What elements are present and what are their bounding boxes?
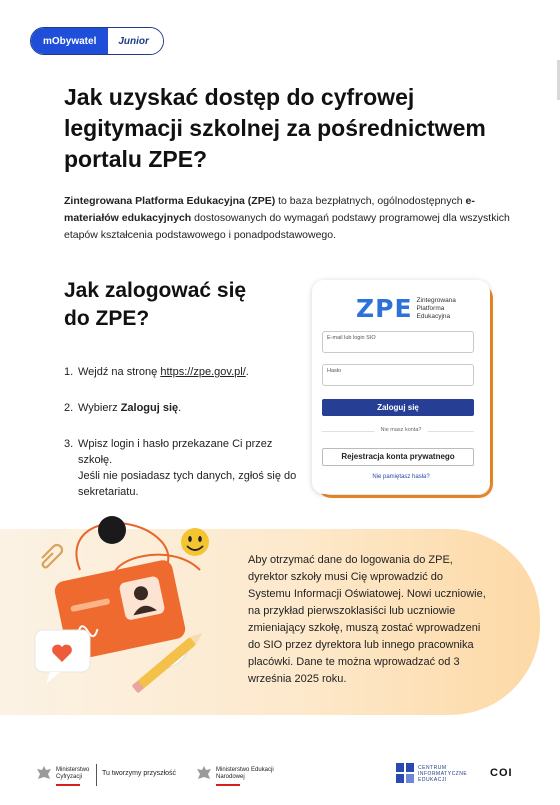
flag-stripe [216,784,240,786]
zpe-logo-letters: ZPE [356,294,413,323]
forgot-password-link[interactable]: Nie pamiętasz hasła? [372,474,430,480]
mobywatel-label: mObywatel [31,28,108,54]
page-title: Jak uzyskać dostęp do cyfrowej legitymacji szkolnej za pośrednictwem portalu ZPE? [64,84,486,172]
footer-slogan: Tu tworzymy przyszłość [102,770,177,777]
app-badge [30,27,164,55]
password-field[interactable] [322,364,474,386]
ball-icon [98,516,126,544]
zpe-link[interactable]: https://zpe.gov.pl/ [160,366,246,378]
no-account-label: Nie masz konta? [375,427,428,433]
step-2 [64,400,304,416]
paperclip-icon [42,545,62,567]
intro-bold-zpe: Zintegrowana Platforma Edukacyjna (ZPE) [64,195,276,207]
cie-text: CENTRUM INFORMATYCZNE EDUKACJI [418,765,468,783]
login-button[interactable]: Zaloguj się [322,399,474,416]
ministry-education: Ministerstwo Edukacji Narodowej [216,767,274,780]
password-label: Hasło [327,368,342,374]
footer-separator [96,764,97,786]
step-bold: Zaloguj się [120,402,179,414]
step-number: 1. [64,366,74,378]
step-text: . [245,366,249,378]
info-panel-text: Aby otrzymać dane do logowania do ZPE, dyrektor szkoły musi Cię wprowadzić do Systemu Informacji Oświatowej. Nowi uczniowie, na przykład pierwszoklasiści lub uczniowie zmieniający szkołę, muszą zostać wprowadzeni do SIO przez dyrektora lub innego pracownika placówki. Dane te można wprowadzać od 3 września 2025 roku. [248,554,486,685]
smiley-icon [181,528,209,556]
intro-text-2: dostosowanych do wymagań podstawy programowej dla wszystkich etapów kształcenia podstawowego i ponadpodstawowego. [64,212,510,241]
email-field[interactable] [322,331,474,353]
step-3 [64,436,304,500]
eagle-emblem-icon [36,765,52,783]
intro-text-1: to baza bezpłatnych, ogólnodostępnych [275,195,466,207]
flag-stripe [56,784,80,786]
heart-bubble-icon [35,630,90,684]
step-text: . [178,402,182,414]
intro-bold-materials: e-materiałów edukacyjnych [64,195,475,224]
email-label: E-mail lub login SIO [327,335,376,341]
ministry-digital-affairs: Ministerstwo Cyfryzacji [56,767,90,780]
zpe-logo-text: Zintegrowana Platforma Edukacyjna [416,296,456,320]
zpe-logo [356,294,467,323]
step-text: Wpisz login i hasło przekazane Ci przez szkołę. [78,438,273,466]
eagle-emblem-icon [196,765,212,783]
step-number: 3. [64,438,74,450]
login-steps [64,364,304,500]
intro-paragraph [64,193,514,244]
junior-label: Junior [108,28,163,54]
coi-logo: COI [490,767,513,779]
step-text: Jeśli nie posiadasz tych danych, zgłoś się do sekretariatu. [78,470,297,498]
login-heading: Jak zalogować się do ZPE? [64,279,247,330]
step-text: Wybierz [78,402,121,414]
register-button[interactable]: Rejestracja konta prywatnego [322,448,474,466]
footer [0,757,560,797]
zpe-logo-mark [356,294,413,323]
step-1 [64,364,304,380]
login-card [312,280,490,494]
cie-logo-icon [396,763,414,783]
step-number: 2. [64,402,74,414]
step-text: Wejdź na stronę [78,366,161,378]
id-card-illustration [20,500,245,735]
